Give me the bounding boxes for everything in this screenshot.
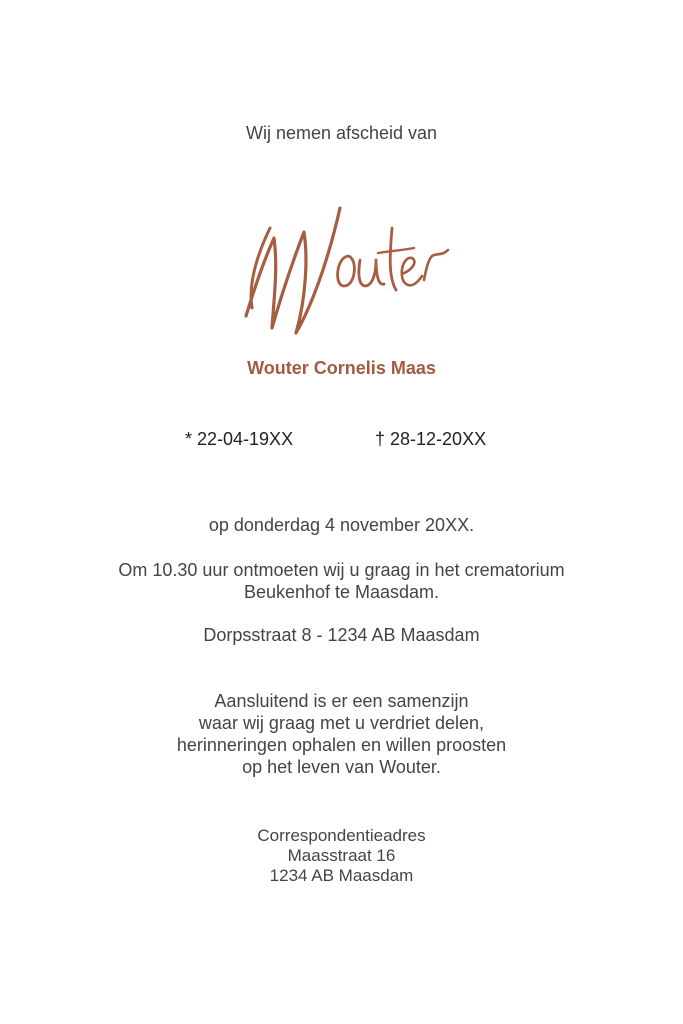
- gathering-line: herinneringen ophalen en willen proosten: [176, 735, 507, 755]
- gathering-line: op het leven van Wouter.: [242, 757, 441, 777]
- correspondence-address: [0, 826, 683, 886]
- ceremony-date: op donderdag 4 november 20XX.: [208, 515, 475, 535]
- correspondence-street: Maasstraat 16: [287, 846, 396, 865]
- meeting-line: Om 10.30 uur ontmoeten wij u graag in het crematorium: [118, 560, 565, 580]
- intro-text: Wij nemen afscheid van: [245, 123, 438, 143]
- meeting-info: [0, 559, 683, 603]
- death-date: † 28-12-20XX: [375, 429, 487, 449]
- correspondence-city: 1234 AB Maasdam: [269, 866, 414, 885]
- birth-date: * 22-04-19XX: [185, 429, 294, 449]
- gathering-line: Aansluitend is er een samenzijn: [214, 691, 469, 711]
- gathering-info: [0, 690, 683, 778]
- gathering-line: waar wij graag met u verdriet delen,: [198, 713, 485, 733]
- meeting-line: Beukenhof te Maasdam.: [243, 582, 440, 602]
- name-signature: [236, 198, 451, 343]
- signature-graphic: [236, 198, 451, 343]
- full-name: Wouter Cornelis Maas: [247, 358, 436, 378]
- correspondence-label: Correspondentieadres: [257, 826, 426, 845]
- venue-address: Dorpsstraat 8 - 1234 AB Maasdam: [203, 625, 480, 645]
